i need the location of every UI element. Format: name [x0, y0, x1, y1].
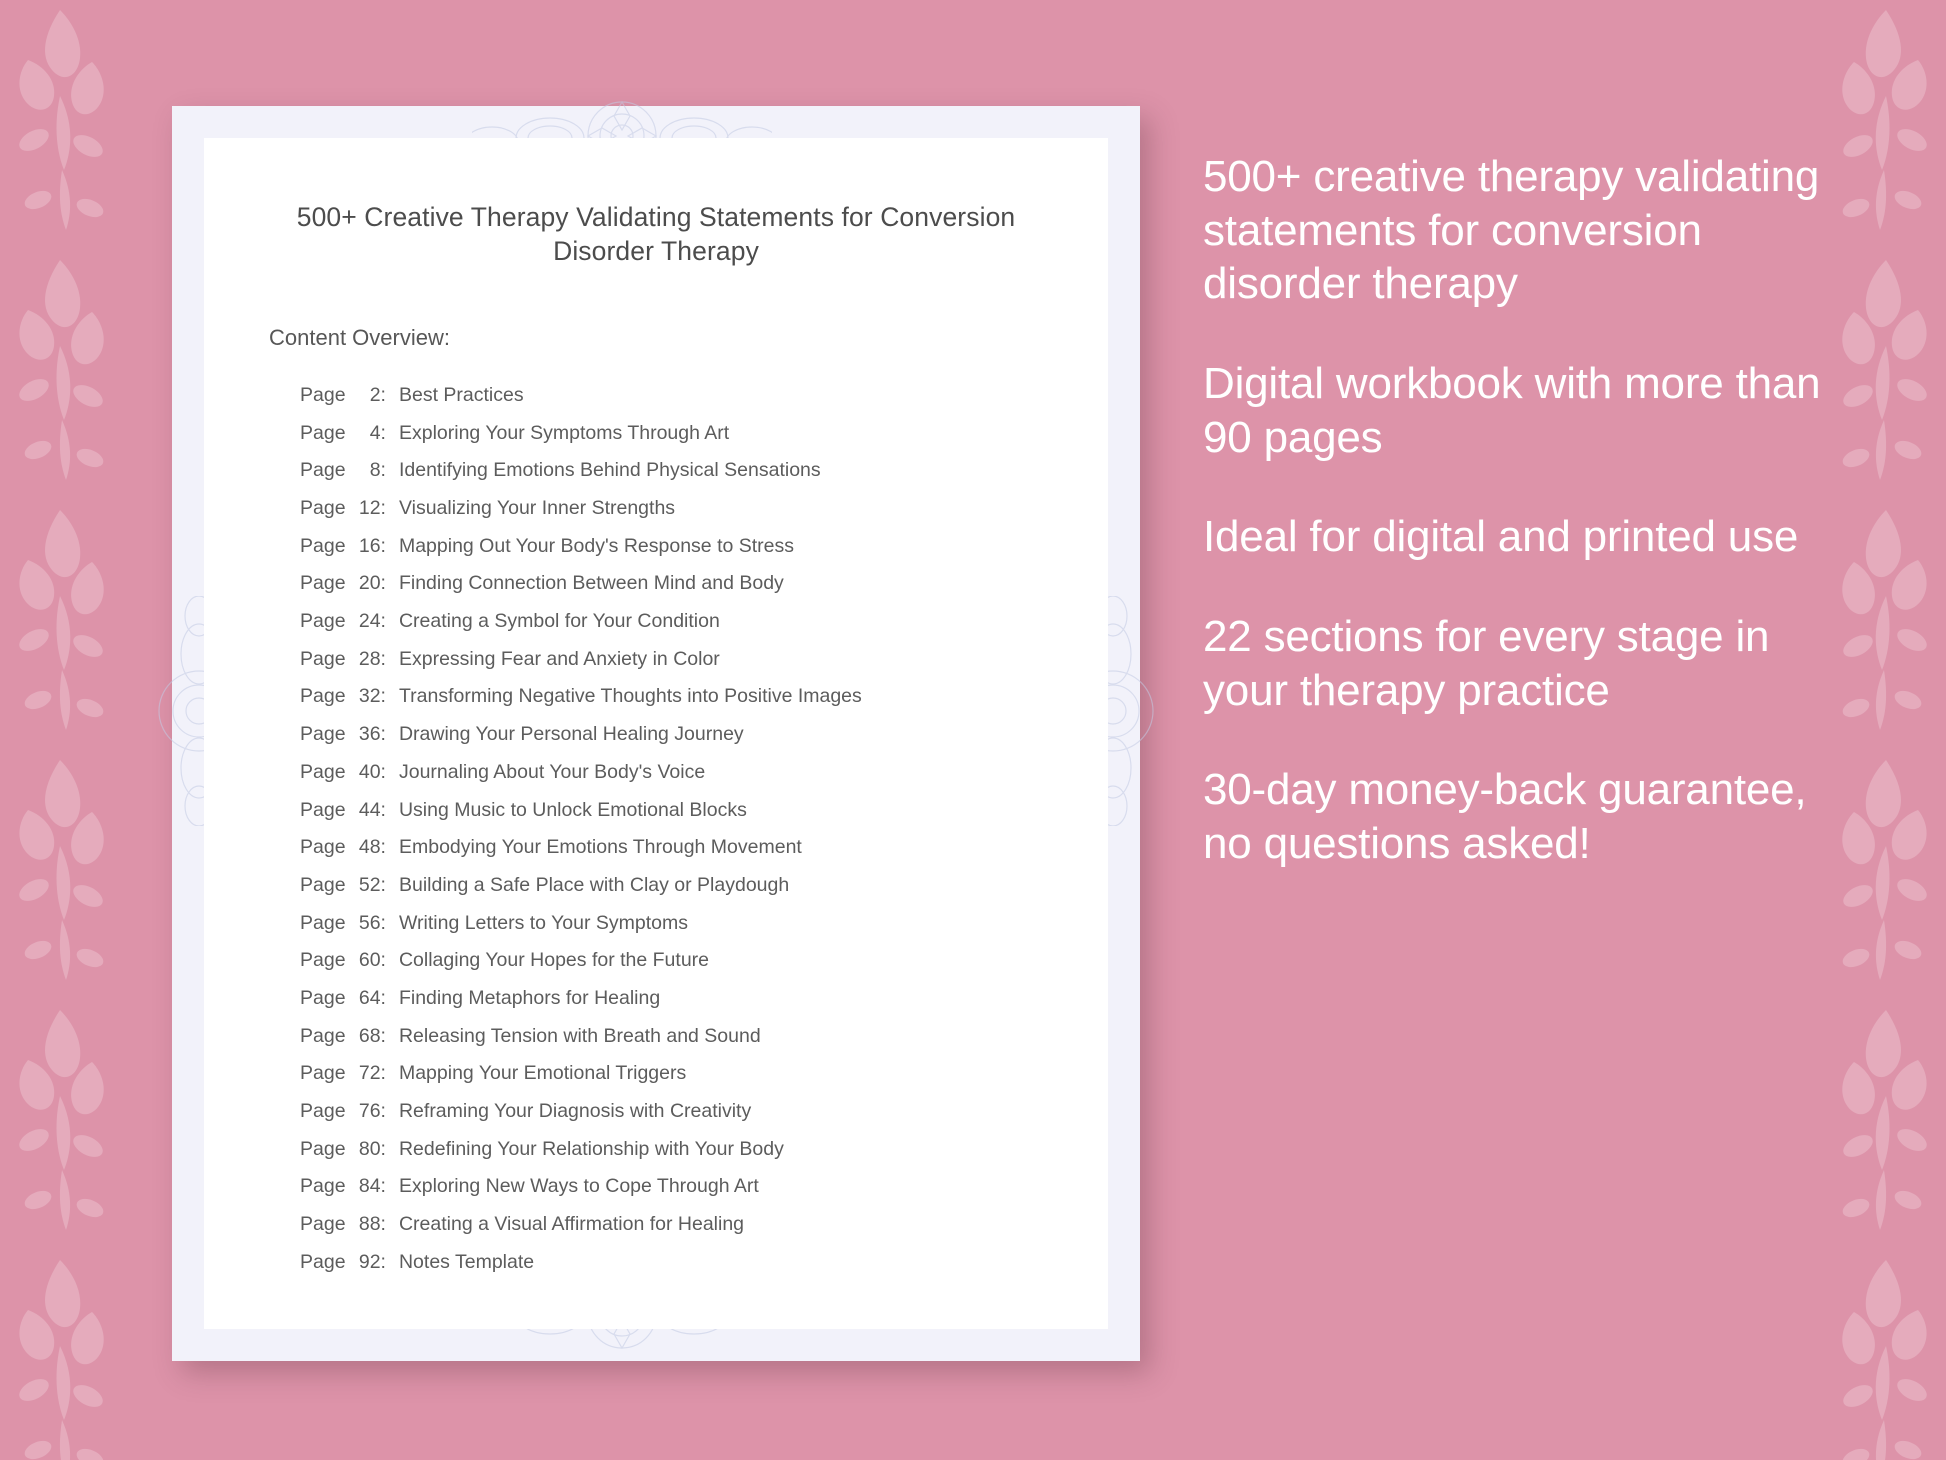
toc-row: [300, 942, 1068, 980]
toc-row: [300, 754, 1068, 792]
toc-row: [300, 791, 1068, 829]
marketing-bullet: 22 sections for every stage in your therapy practice: [1203, 612, 1770, 715]
content-overview-label: Content Overview:: [269, 324, 450, 350]
toc-page-word: Page: [300, 798, 346, 821]
page-title: 500+ Creative Therapy Validating Statements for Conversion Disorder Therapy: [296, 202, 1016, 267]
toc-entry-title: Drawing Your Personal Healing Journey: [398, 723, 744, 746]
toc-separator: :: [380, 1024, 386, 1047]
toc-row: [300, 1055, 1068, 1093]
toc-row: [300, 1206, 1068, 1244]
toc-entry-title: Embodying Your Emotions Through Movement: [398, 836, 802, 859]
toc-page-word: Page: [300, 760, 346, 783]
toc-separator: :: [380, 610, 386, 633]
marketing-bullet: Digital workbook with more than 90 pages: [1203, 359, 1821, 462]
table-of-contents: [300, 377, 1068, 1282]
toc-page-word: Page: [300, 421, 346, 444]
toc-page-number: 88: [358, 1213, 381, 1236]
toc-entry-title: Journaling About Your Body's Voice: [398, 760, 706, 783]
toc-row: [300, 980, 1068, 1018]
toc-row: [300, 377, 1068, 415]
toc-page-word: Page: [300, 1250, 346, 1273]
toc-page-number: 68: [358, 1024, 381, 1047]
toc-entry-title: Exploring New Ways to Cope Through Art: [398, 1175, 759, 1198]
toc-row: [300, 415, 1068, 453]
toc-page-number: 28: [358, 647, 381, 670]
toc-page-number: 2: [369, 383, 381, 406]
toc-entry-title: Finding Connection Between Mind and Body: [398, 572, 784, 595]
toc-page-number: 60: [358, 949, 381, 972]
toc-page-word: Page: [300, 723, 346, 746]
toc-separator: :: [380, 1213, 386, 1236]
toc-separator: :: [380, 911, 386, 934]
toc-page-word: Page: [300, 572, 346, 595]
toc-page-word: Page: [300, 610, 346, 633]
toc-separator: :: [380, 1100, 386, 1123]
toc-page-word: Page: [300, 911, 346, 934]
toc-page-number: 32: [358, 685, 381, 708]
floral-border-right-icon: [1826, 0, 1946, 1460]
toc-row: [300, 1244, 1068, 1282]
toc-page-word: Page: [300, 1100, 346, 1123]
marketing-bullet: 30-day money-back guarantee, no questions asked!: [1203, 765, 1807, 869]
toc-separator: :: [380, 497, 386, 520]
toc-entry-title: Writing Letters to Your Symptoms: [398, 911, 688, 934]
toc-row: [300, 452, 1068, 490]
toc-page-number: 16: [358, 534, 381, 557]
toc-separator: :: [380, 723, 386, 746]
toc-page-word: Page: [300, 1175, 346, 1198]
marketing-bullet: Ideal for digital and printed use: [1203, 512, 1799, 562]
toc-entry-title: Finding Metaphors for Healing: [398, 986, 661, 1009]
toc-page-word: Page: [300, 383, 346, 406]
toc-page-word: Page: [300, 1213, 346, 1236]
toc-row: [300, 1018, 1068, 1056]
toc-page-number: 4: [369, 421, 381, 444]
toc-page-number: 72: [358, 1062, 381, 1085]
toc-row: [300, 829, 1068, 867]
toc-entry-title: Exploring Your Symptoms Through Art: [398, 421, 730, 444]
toc-page-word: Page: [300, 1062, 346, 1085]
toc-page-word: Page: [300, 1024, 346, 1047]
toc-entry-title: Redefining Your Relationship with Your Body: [398, 1137, 784, 1160]
marketing-bullet: 500+ creative therapy validating statements for conversion disorder therapy: [1203, 152, 1820, 309]
toc-page-number: 84: [358, 1175, 381, 1198]
toc-entry-title: Releasing Tension with Breath and Sound: [398, 1024, 761, 1047]
toc-page-word: Page: [300, 1137, 346, 1160]
toc-separator: :: [380, 873, 386, 896]
toc-row: [300, 528, 1068, 566]
toc-entry-title: Visualizing Your Inner Strengths: [398, 497, 676, 520]
toc-separator: :: [380, 1137, 386, 1160]
toc-page-number: 40: [358, 760, 381, 783]
toc-entry-title: Identifying Emotions Behind Physical Sensations: [398, 459, 821, 482]
toc-page-word: Page: [300, 497, 346, 520]
toc-row: [300, 905, 1068, 943]
toc-row: [300, 490, 1068, 528]
toc-entry-title: Mapping Out Your Body's Response to Stress: [398, 534, 795, 557]
toc-page-number: 20: [358, 572, 381, 595]
marketing-bullets: [1203, 150, 1823, 871]
toc-page-number: 48: [358, 836, 381, 859]
toc-page-number: 12: [358, 497, 381, 520]
toc-separator: :: [380, 572, 386, 595]
toc-page-number: 44: [358, 798, 381, 821]
toc-row: [300, 867, 1068, 905]
toc-separator: :: [380, 534, 386, 557]
toc-separator: :: [380, 798, 386, 821]
toc-row: [300, 1131, 1068, 1169]
toc-separator: :: [380, 949, 386, 972]
toc-entry-title: Best Practices: [398, 383, 524, 406]
toc-page-number: 52: [358, 873, 381, 896]
toc-entry-title: Transforming Negative Thoughts into Positive Images: [398, 685, 862, 708]
toc-entry-title: Creating a Symbol for Your Condition: [398, 610, 720, 633]
toc-row: [300, 716, 1068, 754]
document-mockup: [172, 106, 1140, 1361]
toc-row: [300, 1093, 1068, 1131]
toc-entry-title: Collaging Your Hopes for the Future: [398, 949, 709, 972]
toc-page-number: 64: [358, 986, 381, 1009]
toc-separator: :: [380, 383, 386, 406]
toc-separator: :: [380, 685, 386, 708]
toc-entry-title: Mapping Your Emotional Triggers: [398, 1062, 687, 1085]
toc-page-word: Page: [300, 534, 346, 557]
toc-entry-title: Creating a Visual Affirmation for Healing: [398, 1213, 745, 1236]
toc-row: [300, 641, 1068, 679]
toc-separator: :: [380, 760, 386, 783]
toc-page-number: 56: [358, 911, 381, 934]
toc-entry-title: Expressing Fear and Anxiety in Color: [398, 647, 720, 670]
toc-row: [300, 603, 1068, 641]
toc-page-number: 92: [358, 1250, 381, 1273]
toc-separator: :: [380, 421, 386, 444]
toc-page-word: Page: [300, 873, 346, 896]
toc-page-word: Page: [300, 949, 346, 972]
toc-page-number: 76: [358, 1100, 381, 1123]
toc-page-word: Page: [300, 986, 346, 1009]
toc-page-word: Page: [300, 685, 346, 708]
toc-page-number: 80: [358, 1137, 381, 1160]
floral-border-left-icon: [0, 0, 120, 1460]
toc-entry-title: Notes Template: [398, 1250, 535, 1273]
toc-page-word: Page: [300, 836, 346, 859]
toc-separator: :: [380, 1250, 386, 1273]
toc-separator: :: [380, 836, 386, 859]
toc-separator: :: [380, 459, 386, 482]
toc-row: [300, 678, 1068, 716]
toc-page-number: 36: [358, 723, 381, 746]
toc-page-number: 8: [369, 459, 381, 482]
toc-separator: :: [380, 1062, 386, 1085]
document-page: [204, 138, 1108, 1329]
toc-entry-title: Using Music to Unlock Emotional Blocks: [398, 798, 747, 821]
toc-entry-title: Reframing Your Diagnosis with Creativity: [398, 1100, 752, 1123]
toc-page-word: Page: [300, 459, 346, 482]
toc-separator: :: [380, 1175, 386, 1198]
toc-row: [300, 565, 1068, 603]
toc-page-word: Page: [300, 647, 346, 670]
toc-separator: :: [380, 986, 386, 1009]
toc-row: [300, 1168, 1068, 1206]
toc-separator: :: [380, 647, 386, 670]
toc-entry-title: Building a Safe Place with Clay or Playdough: [398, 873, 790, 896]
toc-page-number: 24: [358, 610, 381, 633]
